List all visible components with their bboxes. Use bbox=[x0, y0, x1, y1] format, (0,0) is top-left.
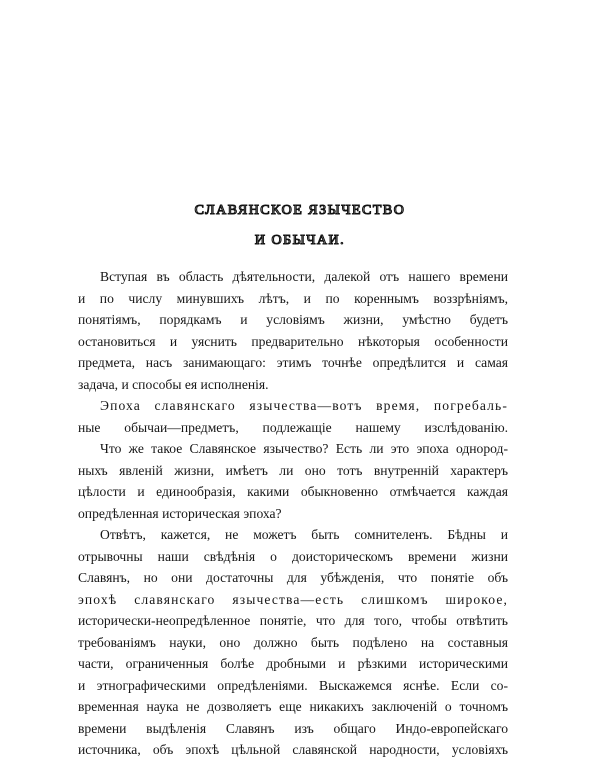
text-line: Вступая въ область дѣятельности, далекой отъ нашего времени bbox=[100, 269, 508, 284]
text-line: Отвѣтъ, кажется, не можетъ быть сомнителенъ. Бѣдны и bbox=[100, 527, 508, 542]
text-line: задача, и способы ея исполненія. bbox=[78, 376, 269, 392]
text-line: Славянъ, но они достаточны для убѣжденія, что понятіе объ bbox=[78, 570, 508, 585]
text-line: части, ограниченныя болѣе дробными и рѣзкими историческими bbox=[78, 656, 508, 671]
text-line: ныхъ явленій жизни, имѣетъ ли оно тотъ внутренній характеръ bbox=[78, 462, 508, 478]
text-line: исторически-неопредѣленное понятіе, что для того, чтобы отвѣтить bbox=[78, 613, 508, 628]
text-line: понятіямъ, порядкамъ и условіямъ жизни, умѣстно будетъ bbox=[78, 312, 508, 327]
text-line: времени выдѣленія Славянъ изъ общаго Индо-европейскаго bbox=[78, 720, 508, 736]
text-line: опредѣленная историческая эпоха? bbox=[78, 505, 282, 521]
text-line: Что же такое Славянское язычество? Есть ли это эпоха однород- bbox=[100, 441, 508, 456]
text-line: временная наука не дозволяетъ еще никакихъ заключеній о точномъ bbox=[78, 699, 508, 714]
body-text bbox=[78, 266, 508, 761]
text-line: и по числу минувшихъ лѣтъ, и по кореннымъ воззрѣніямъ, bbox=[78, 290, 508, 306]
text-line: источника, объ эпохѣ цѣльной славянской народности, условіяхъ bbox=[78, 742, 508, 757]
text-line: отрывочны наши свѣдѣнія о доисторическомъ времени жизни bbox=[78, 548, 508, 564]
text-line: и этнографическими опредѣленіями. Выскажемся яснѣе. Если со- bbox=[78, 677, 508, 693]
text-line: Эпоха славянскаго язычества—вотъ время, погребаль- bbox=[100, 398, 508, 413]
text-line: цѣлости и единообразія, какими обыкновенно отмѣчается каждая bbox=[78, 484, 508, 499]
text-line: ные обычаи—предметъ, подлежащіе нашему изслѣдованію. bbox=[78, 419, 508, 435]
text-line: предмета, насъ занимающаго: этимъ точнѣе опредѣлится и самая bbox=[78, 355, 508, 370]
chapter-title-line-2: И ОБЫЧАИ. bbox=[254, 233, 346, 248]
text-line: остановиться и уяснить предварительно нѣкоторыя особенности bbox=[78, 333, 508, 349]
text-line: эпохѣ славянскаго язычества—есть слишкомъ широкое, bbox=[78, 591, 508, 607]
chapter-title-line-1: СЛАВЯНСКОЕ ЯЗЫЧЕСТВО bbox=[194, 203, 406, 218]
text-line: требованіямъ науки, оно должно быть подѣлено на составныя bbox=[78, 634, 508, 650]
